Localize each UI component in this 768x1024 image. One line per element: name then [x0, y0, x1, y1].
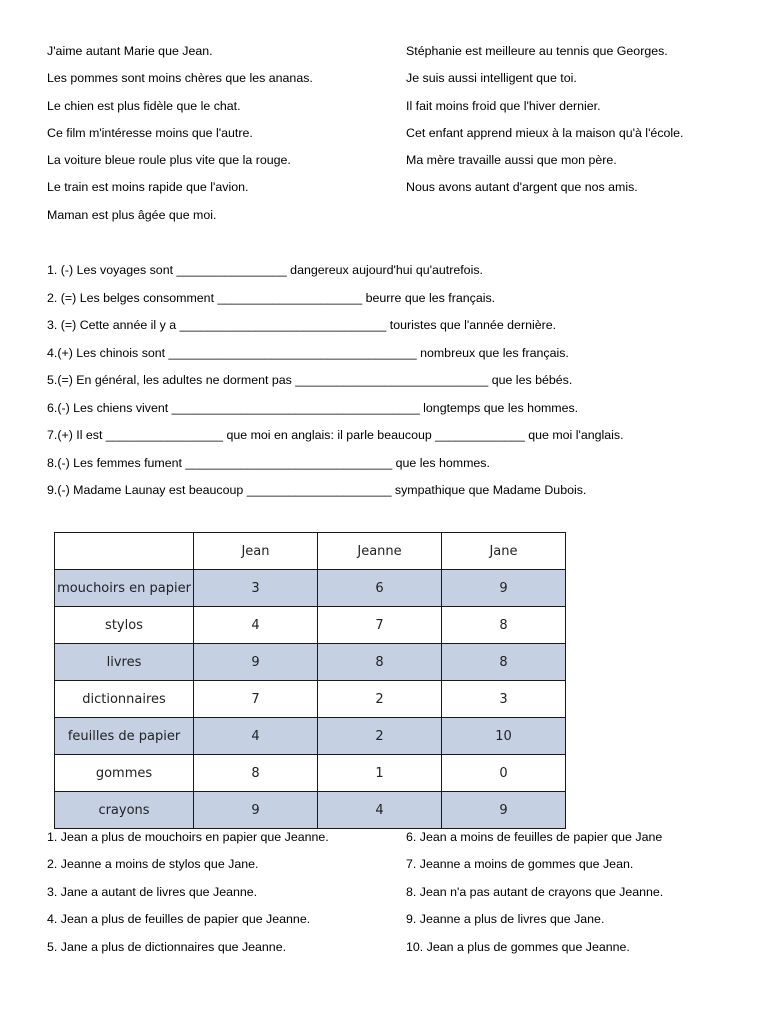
- row-label: livres: [55, 644, 194, 681]
- sentence: Ma mère travaille aussi que mon père.: [406, 153, 617, 168]
- statement: 8. Jean n'a pas autant de crayons que Jeanne.: [406, 884, 664, 899]
- exercise-item: 2. (=) Les belges consomment _____________________ beurre que les français.: [47, 290, 496, 305]
- row-label: stylos: [55, 607, 194, 644]
- sentence: Ce film m'intéresse moins que l'autre.: [47, 125, 253, 140]
- statement: 6. Jean a moins de feuilles de papier que Jane: [406, 830, 663, 844]
- cell: 3: [194, 570, 318, 607]
- cell: 2: [318, 681, 442, 718]
- table-row: [55, 792, 566, 829]
- table-row: [55, 681, 566, 718]
- statement: 9. Jeanne a plus de livres que Jane.: [406, 912, 605, 927]
- cell: 7: [194, 681, 318, 718]
- sentences-left-column: [47, 43, 313, 234]
- cell: 0: [442, 755, 566, 792]
- cell: 9: [194, 644, 318, 681]
- statement: 5. Jane a plus de dictionnaires que Jeanne.: [47, 939, 287, 954]
- sentence: Stéphanie est meilleure au tennis que Georges.: [406, 44, 668, 58]
- table-row: [55, 570, 566, 607]
- table-row: [55, 607, 566, 644]
- row-label: dictionnaires: [55, 681, 194, 718]
- header-cell: Jean: [194, 533, 318, 570]
- cell: 8: [442, 644, 566, 681]
- cell: 8: [442, 607, 566, 644]
- sentence: Nous avons autant d'argent que nos amis.: [406, 180, 638, 195]
- statement: 10. Jean a plus de gommes que Jeanne.: [406, 939, 630, 954]
- cell: 1: [318, 755, 442, 792]
- sentence: Le train est moins rapide que l'avion.: [47, 180, 249, 195]
- items-table: [54, 532, 566, 829]
- cell: 8: [194, 755, 318, 792]
- sentence: Les pommes sont moins chères que les ananas.: [47, 71, 313, 86]
- statement: 1. Jean a plus de mouchoirs en papier que Jeanne.: [47, 830, 329, 844]
- exercise-item: 9.(-) Madame Launay est beaucoup _____________________ sympathique que Madame Dubois.: [47, 483, 587, 497]
- sentence: J'aime autant Marie que Jean.: [47, 44, 213, 58]
- exercise-item: 5.(=) En général, les adultes ne dorment pas ____________________________ que les bébés.: [47, 373, 573, 387]
- cell: 2: [318, 718, 442, 755]
- sentence: Je suis aussi intelligent que toi.: [406, 71, 577, 86]
- cell: 8: [318, 644, 442, 681]
- table-header-row: [55, 533, 566, 570]
- cell: 4: [194, 607, 318, 644]
- row-label: crayons: [55, 792, 194, 829]
- cell: 7: [318, 607, 442, 644]
- exercise-item: 1. (-) Les voyages sont ________________ dangereux aujourd'hui qu'autrefois.: [47, 263, 483, 277]
- statement: 7. Jeanne a moins de gommes que Jean.: [406, 857, 634, 872]
- sentence: La voiture bleue roule plus vite que la rouge.: [47, 153, 291, 168]
- row-label: feuilles de papier: [55, 718, 194, 755]
- exercise-item: 7.(+) Il est _________________ que moi en anglais: il parle beaucoup _____________ que moi l'anglais.: [47, 428, 624, 442]
- sentence: Maman est plus âgée que moi.: [47, 207, 217, 222]
- cell: 10: [442, 718, 566, 755]
- statement: 2. Jeanne a moins de stylos que Jane.: [47, 857, 259, 872]
- sentence: Cet enfant apprend mieux à la maison qu'à l'école.: [406, 125, 684, 140]
- row-label: mouchoirs en papier: [55, 570, 194, 607]
- cell: 9: [194, 792, 318, 829]
- row-label: gommes: [55, 755, 194, 792]
- fill-in-exercise: [47, 262, 624, 510]
- cell: 4: [318, 792, 442, 829]
- statement: 4. Jean a plus de feuilles de papier que Jeanne.: [47, 912, 311, 927]
- cell: 6: [318, 570, 442, 607]
- statements-left-column: [47, 829, 329, 966]
- header-cell: [55, 533, 194, 570]
- sentence: Le chien est plus fidèle que le chat.: [47, 98, 241, 113]
- table-row: [55, 755, 566, 792]
- cell: 9: [442, 792, 566, 829]
- table-row: [55, 718, 566, 755]
- cell: 3: [442, 681, 566, 718]
- exercise-item: 3. (=) Cette année il y a ______________________________ touristes que l'année dernière.: [47, 318, 557, 332]
- exercise-item: 8.(-) Les femmes fument ______________________________ que les hommes.: [47, 455, 490, 470]
- statements-right-column: [406, 829, 663, 966]
- header-cell: Jeanne: [318, 533, 442, 570]
- cell: 9: [442, 570, 566, 607]
- header-cell: Jane: [442, 533, 566, 570]
- statement: 3. Jane a autant de livres que Jeanne.: [47, 884, 258, 899]
- exercise-item: 6.(-) Les chiens vivent ____________________________________ longtemps que les hommes.: [47, 400, 579, 415]
- sentences-right-column: [406, 43, 684, 207]
- exercise-item: 4.(+) Les chinois sont ____________________________________ nombreux que les français.: [47, 345, 569, 360]
- cell: 4: [194, 718, 318, 755]
- table-row: [55, 644, 566, 681]
- sentence: Il fait moins froid que l'hiver dernier.: [406, 98, 601, 113]
